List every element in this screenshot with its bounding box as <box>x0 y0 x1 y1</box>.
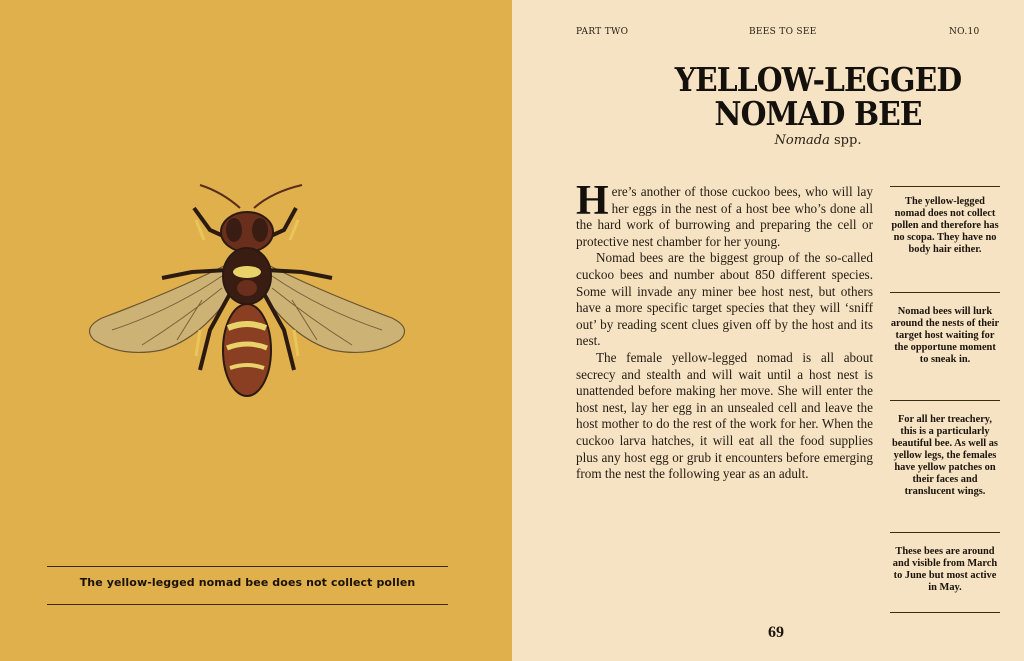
figure-caption: The yellow-legged nomad bee does not collect pollen <box>79 576 416 589</box>
caption-bottom-rule <box>47 604 448 605</box>
sidebar-note-4: These bees are around and visible from March to June but most active in May. <box>892 546 998 593</box>
running-head-section: BEES TO SEE <box>749 27 817 37</box>
drop-cap: H <box>576 178 609 224</box>
body-paragraph-3: The female yellow-legged nomad is all about secrecy and stealth and will wait until a host nest is unattended before making her move. She will enter the host nest, lay her egg in an unsealed cell and leave the host mother to do the rest of the work for her. When the cuckoo larva hatches, it will eat all the food supplies plus any host egg or grub it encounters before emerging from the nest the following year as an adult. <box>576 349 873 482</box>
running-head-number: NO.10 <box>949 27 980 37</box>
page-title-line1: YELLOW-LEGGED <box>674 60 962 99</box>
latin-suffix: spp. <box>829 133 862 148</box>
latin-genus: Nomada <box>774 133 830 148</box>
body-paragraph-1 <box>576 178 873 250</box>
sidebar-rule <box>890 292 1000 293</box>
sidebar-rule <box>890 532 1000 533</box>
latin-name <box>612 133 1024 148</box>
right-page <box>512 0 1024 661</box>
caption-top-rule <box>47 566 448 567</box>
sidebar-rule <box>890 400 1000 401</box>
sidebar-rule <box>890 186 1000 187</box>
body-text <box>576 178 873 483</box>
paragraph-1-text: ere’s another of those cuckoo bees, who will lay her eggs in the nest of a host bee who’s done all the hard work of burrowing and preparing the cell or protective nest chamber for her young. <box>576 184 873 249</box>
sidebar-rule <box>890 612 1000 613</box>
running-head-part: PART TWO <box>576 27 629 37</box>
body-paragraph-2: Nomad bees are the biggest group of the so-called cuckoo bees and number about 850 different species. Some will invade any miner bee host nest, but others have a more specific target species that they will ‘sniff out’ by reading scent clues given off by the host and its nest. <box>576 250 873 349</box>
sidebar-note-2: Nomad bees will lurk around the nests of their target host waiting for the opportune moment to sneak in. <box>890 306 1000 365</box>
page-number: 69 <box>768 624 784 641</box>
bee-illustration <box>82 180 412 405</box>
sidebar-note-1: The yellow-legged nomad does not collect pollen and therefore has no scopa. They have no body hair either. <box>891 196 999 255</box>
page-title-line2: NOMAD BEE <box>714 94 922 133</box>
sidebar-note-3: For all her treachery, this is a particularly beautiful bee. As well as yellow legs, the females have yellow patches on their faces and translucent wings. <box>892 414 998 497</box>
